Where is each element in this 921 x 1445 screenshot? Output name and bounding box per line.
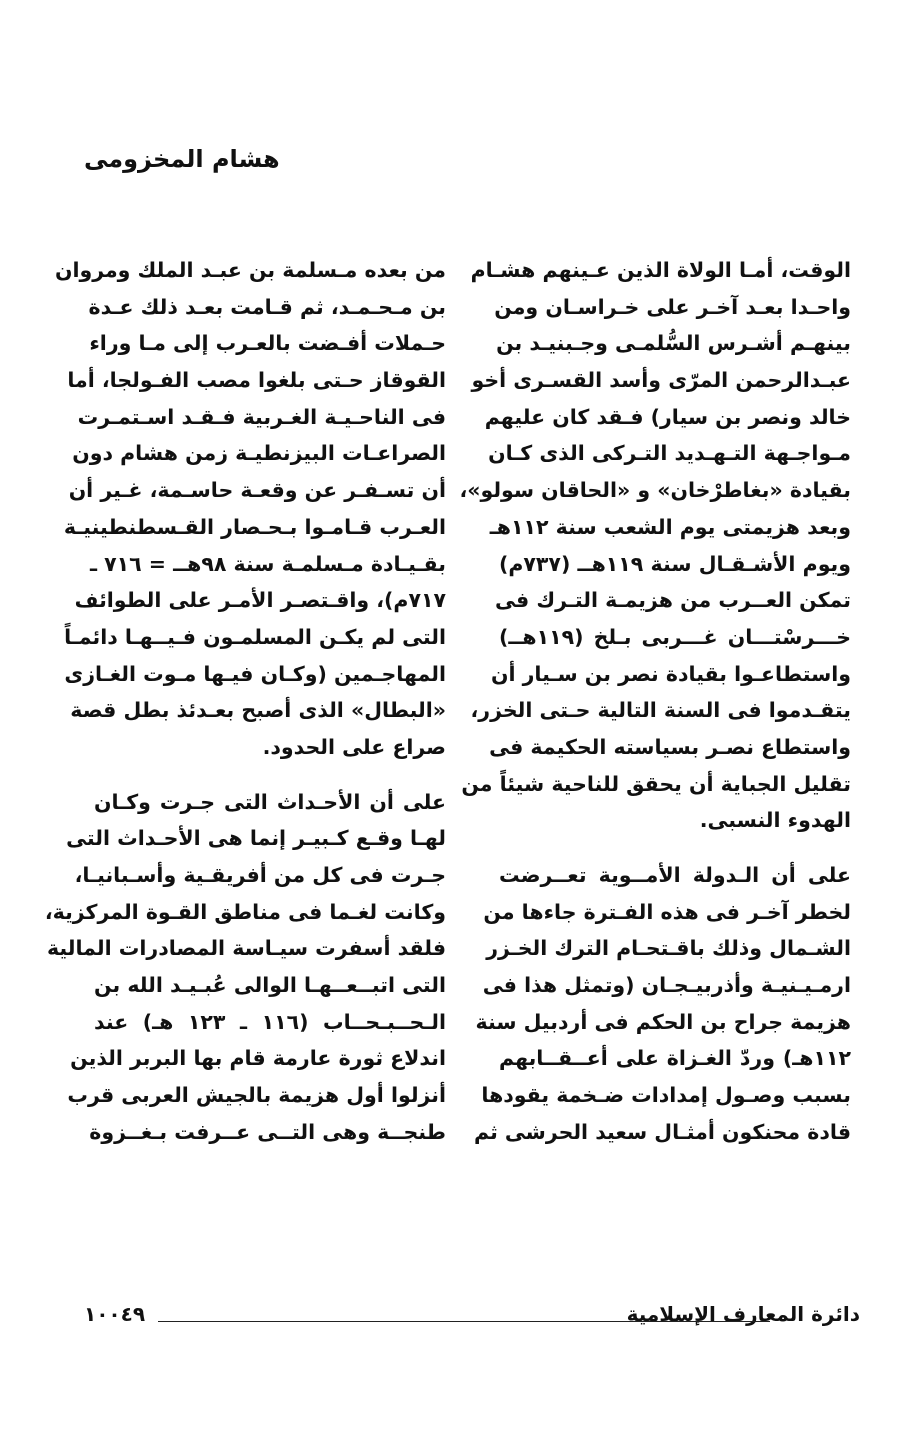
text-line: حـملات أفـضت بالعـرب إلى مـا وراء: [89, 331, 446, 356]
footer-page-number: ١٠٠٤٩: [84, 1302, 146, 1326]
text-line: جـرت فى كل من أفريقـية وأسـبانيـا،: [74, 863, 446, 887]
text-line: لخطر آخـر فى هذه الفـترة جاءها من: [483, 899, 851, 924]
text-line: على أن الأحـداث التى جـرت وكـان: [94, 789, 446, 814]
footer-publication-title: دائرة المعارف الإسلامية: [626, 1302, 860, 1326]
text-line: أن تسـفـر عن وقعـة حاسـمة، غـير أن: [68, 478, 446, 503]
text-line: واستطاع نصـر بسياسته الحكيمة فى: [489, 734, 851, 759]
text-line: العـرب قـامـوا بـحـصار القـسطنطينيـة: [63, 514, 446, 539]
text-line: اندلاع ثورة عارمة قام بها البربر الذين: [70, 1046, 446, 1071]
text-line: عبـدالرحمن المرّى وأسد القسـرى أخو: [471, 368, 851, 393]
text-line: صراع على الحدود.: [262, 734, 446, 759]
text-line: أنزلوا أول هزيمة بالجيش العربى قرب: [67, 1083, 446, 1108]
text-line: طنجــة وهى التــى عــرفت بـغــزوة: [89, 1119, 446, 1144]
text-line: يتقـدموا فى السنة التالية حـتى الخزر،: [470, 698, 851, 723]
text-line: هزيمة جراح بن الحكم فى أردبيل سنة: [475, 1009, 851, 1034]
text-line: لهـا وقـع كـبيـر إنما هى الأحـداث التى: [66, 826, 446, 851]
text-line: الهدوء النسبى.: [699, 808, 851, 833]
text-line: الـحــبـحــاب (١١٦ ـ ١٢٣ هـ) عند: [94, 1009, 447, 1034]
text-line: تمكن العــرب من هزيمـة التـرك فى: [495, 588, 851, 613]
text-line: المهاجـمين (وكـان فيـها مـوت الغـازى: [64, 661, 446, 686]
text-line: فى الناحـيـة الغـربية فـقـد اسـتمـرت: [77, 404, 446, 429]
text-line: ويوم الأشـقـال سنة ١١٩هــ (٧٣٧م): [499, 551, 851, 576]
text-line: قادة محنكون أمثـال سعيد الحرشى ثم: [474, 1119, 851, 1144]
text-line: خالد ونصر بن سيار) فـقد كان عليهم: [484, 404, 851, 429]
text-line: القوقاز حـتى بلغوا مصب الفـولجا، أما: [67, 368, 446, 393]
text-line: واحـدا بعـد آخـر على خـراسـان ومن: [494, 294, 851, 319]
text-line: «البطال» الذى أصبح بعـدئذ بطل قصة: [70, 698, 446, 723]
text-line: التى اتبــعــهـا الوالى عُبـيـد الله بن: [94, 973, 446, 998]
text-line: التى لم يكـن المسلمـون فـيــهـا دائمـاً: [64, 624, 446, 649]
text-line: وكانت لغـما فى مناطق القـوة المركزية،: [44, 899, 446, 924]
text-column-right: [459, 252, 851, 1151]
text-line: على أن الـدولة الأمــوية تعــرضت: [499, 863, 851, 887]
text-line: الصراعـات البيزنطيـة زمن هشام دون: [72, 441, 446, 466]
text-line: بقـيـادة مـسلمـة سنة ٩٨هــ = ٧١٦ ـ: [89, 551, 446, 576]
text-line: تقليل الجباية أن يحقق للناحية شيئاً من: [461, 771, 851, 796]
text-line: فلقد أسفرت سيـاسة المصادرات المالية: [46, 936, 446, 961]
text-line: بن مـحـمـد، ثم قـامت بعـد ذلك عـدة: [88, 294, 446, 319]
text-line: خـــرسْتـــان غـــربى بـلخ (١١٩هــ): [499, 624, 851, 649]
text-line: من بعده مـسلمة بن عبـد الملك ومروان: [54, 258, 446, 282]
text-line: ١١٢هـ) وردّ الغـزاة على أعــقــابهم: [499, 1046, 851, 1071]
text-line: ارمـيـنيـة وأذربيـجـان (وتمثل هذا فى: [482, 973, 851, 998]
text-line: وبعد هزيمتى يوم الشعب سنة ١١٢هـ: [489, 514, 851, 539]
paragraph-gap: [94, 766, 446, 784]
text-line: ٧١٧م)، واقـتصـر الأمـر على الطوائف: [74, 588, 446, 613]
paragraph-gap: [499, 839, 851, 857]
text-column-left: [44, 252, 447, 1151]
text-line: الشـمال وذلك باقـتحـام الترك الخـزر: [486, 936, 851, 961]
page-footer: [84, 1302, 860, 1336]
text-line: بقيادة «بغاطرْخان» و «الحاقان سولو»،: [459, 478, 851, 503]
text-line: مـواجـهة التـهـديد التـركى الذى كـان: [488, 441, 851, 466]
text-line: واستطاعـوا بقيادة نصر بن سـيار أن: [490, 661, 851, 686]
footer-rule: [158, 1321, 770, 1322]
running-header: هشام المخزومى: [84, 145, 280, 173]
text-line: بينهـم أشـرس السُّلمـى وجـبنيـد بن: [496, 331, 851, 356]
text-line: الوقت، أمـا الولاة الذين عـينهم هشـام: [470, 258, 851, 282]
text-line: بسبب وصـول إمدادات ضـخمة يقودها: [481, 1083, 851, 1108]
